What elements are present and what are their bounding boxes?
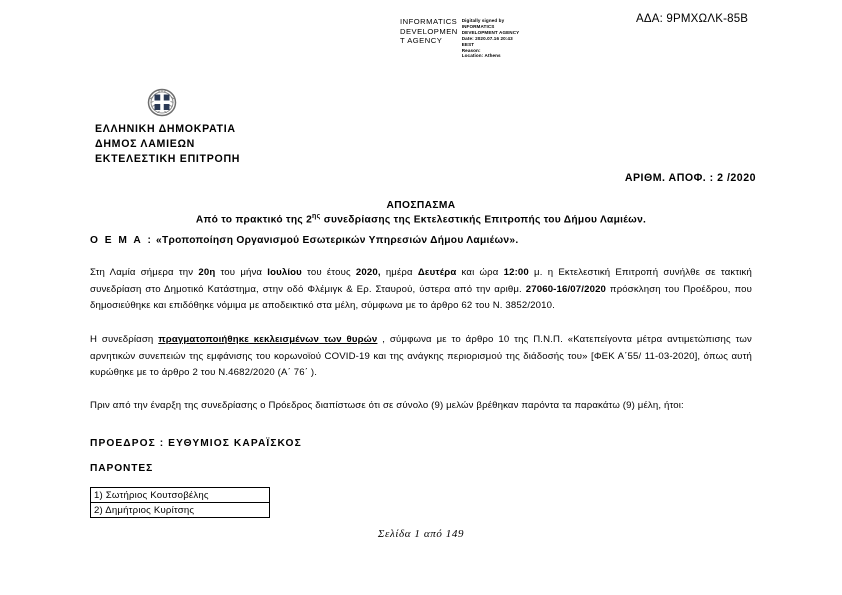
paragraph-session-details	[90, 265, 752, 315]
session-text-6: μ. η Εκτελεστική Επιτροπή συνήλθε σε τακτική συνεδρίαση στο Δημοτικό Κατάστημα, στην οδό Φλέμιγκ & Ερ. Σταυρού, ύστερα από την αριθμ.	[90, 267, 752, 295]
attendee-name: 2) Δημήτριος Κυρίτσης	[91, 503, 270, 518]
paragraph-quorum: Πριν από την έναρξη της συνεδρίασης ο Πρόεδρος διαπίστωσε ότι σε σύνολο (9) μελών βρέθηκαν παρόντα τα παρακάτω (9) μέλη, ήτοι:	[90, 400, 684, 411]
decision-number: ΑΡΙΘΜ. ΑΠΟΦ. : 2 /2020	[624, 172, 756, 184]
document-subtitle	[0, 213, 842, 225]
president-line: ΠΡΟΕΔΡΟΣ : ΕΥΘΥΜΙΟΣ ΚΑΡΑΪΣΚΟΣ	[90, 438, 302, 449]
page-title: ΑΠΟΣΠΑΣΜΑ	[386, 200, 456, 211]
authority-line-republic: ΕΛΛΗΝΙΚΗ ΔΗΜΟΚΡΑΤΙΑ	[95, 123, 236, 135]
page-footer: Σελίδα 1 από 149	[377, 528, 465, 540]
closed-rest: , σύμφωνα με το άρθρο 10 της Π.Ν.Π. «Κατεπείγοντα μέτρα αντιμετώπισης των αρνητικών συνεπειών της εμφάνισης του κορωνοϊού COVID-19 και της ανάγκης περιορισμού της διάδοσής του» [ΦΕΚ Α΄55/ 11-03-2020], όπως αυτή κυρώθηκε με το άρθρο 2 του Ν.4682/2020 (Α΄ 76΄ ).	[90, 334, 753, 378]
session-text-7: πρόσκληση του Προέδρου, που δημοσιεύθηκε και επιδόθηκε νόμιμα με αποδεικτικό στα μέλη, σύμφωνα με το άρθρο 62 του Ν. 3852/2010.	[90, 283, 752, 311]
session-text-4: ημέρα	[380, 267, 418, 278]
paragraph-closed-doors	[90, 332, 752, 382]
signature-details: Digitally signed by INFORMATICS DEVELOPMENT AGENCY Date: 2020.07.16 20:43 EEST Reason: Location: Athens	[461, 18, 520, 59]
session-year: 2020,	[355, 267, 381, 278]
authority-block	[95, 122, 240, 167]
session-text-2: του μήνα	[215, 267, 268, 278]
subject-line	[90, 235, 519, 246]
subtitle-after: συνεδρίασης της Εκτελεστικής Επιτροπής του Δήμου Λαμιέων.	[320, 214, 647, 226]
session-month: Ιουλίου	[267, 267, 302, 278]
ada-code: ΑΔΑ: 9ΡΜΧΩΛΚ-85Β	[636, 13, 749, 25]
authority-line-municipality: ΔΗΜΟΣ ΛΑΜΙΕΩΝ	[95, 138, 196, 150]
session-weekday: Δευτέρα	[417, 267, 457, 278]
present-members-heading: ΠΑΡΟΝΤΕΣ	[90, 463, 154, 474]
table-row	[91, 503, 270, 518]
subject-text: «Τροποποίηση Οργανισμού Εσωτερικών Υπηρεσιών Δήμου Λαμιέων».	[156, 235, 519, 246]
subtitle-before: Από το πρακτικό της 2	[195, 214, 313, 226]
digital-signature-stamp	[400, 17, 519, 59]
session-text-3: του έτους	[301, 267, 356, 278]
attendees-table	[90, 487, 270, 518]
subject-label: Ο Ε Μ Α :	[90, 235, 153, 246]
attendees-table-body	[91, 488, 270, 518]
closed-intro: Η συνεδρίαση	[90, 334, 159, 345]
subtitle-ordinal: ης	[312, 213, 321, 220]
hellenic-republic-coat-of-arms-icon	[146, 86, 178, 118]
closed-doors-emphasis: πραγματοποιήθηκε κεκλεισμένων των θυρών	[158, 334, 378, 345]
session-intro: Στη Λαμία σήμερα την	[90, 267, 199, 278]
session-text-5: και ώρα	[456, 267, 504, 278]
session-day: 20η	[198, 267, 216, 278]
table-row	[91, 488, 270, 503]
attendee-name: 1) Σωτήριος Κουτσοβέλης	[91, 488, 270, 503]
session-time: 12:00	[503, 267, 529, 278]
signature-agency-name: INFORMATICS DEVELOPMEN T AGENCY	[400, 17, 458, 46]
session-protocol-number: 27060-16/07/2020	[525, 283, 607, 295]
authority-line-committee: ΕΚΤΕΛΕΣΤΙΚΗ ΕΠΙΤΡΟΠΗ	[95, 153, 241, 165]
